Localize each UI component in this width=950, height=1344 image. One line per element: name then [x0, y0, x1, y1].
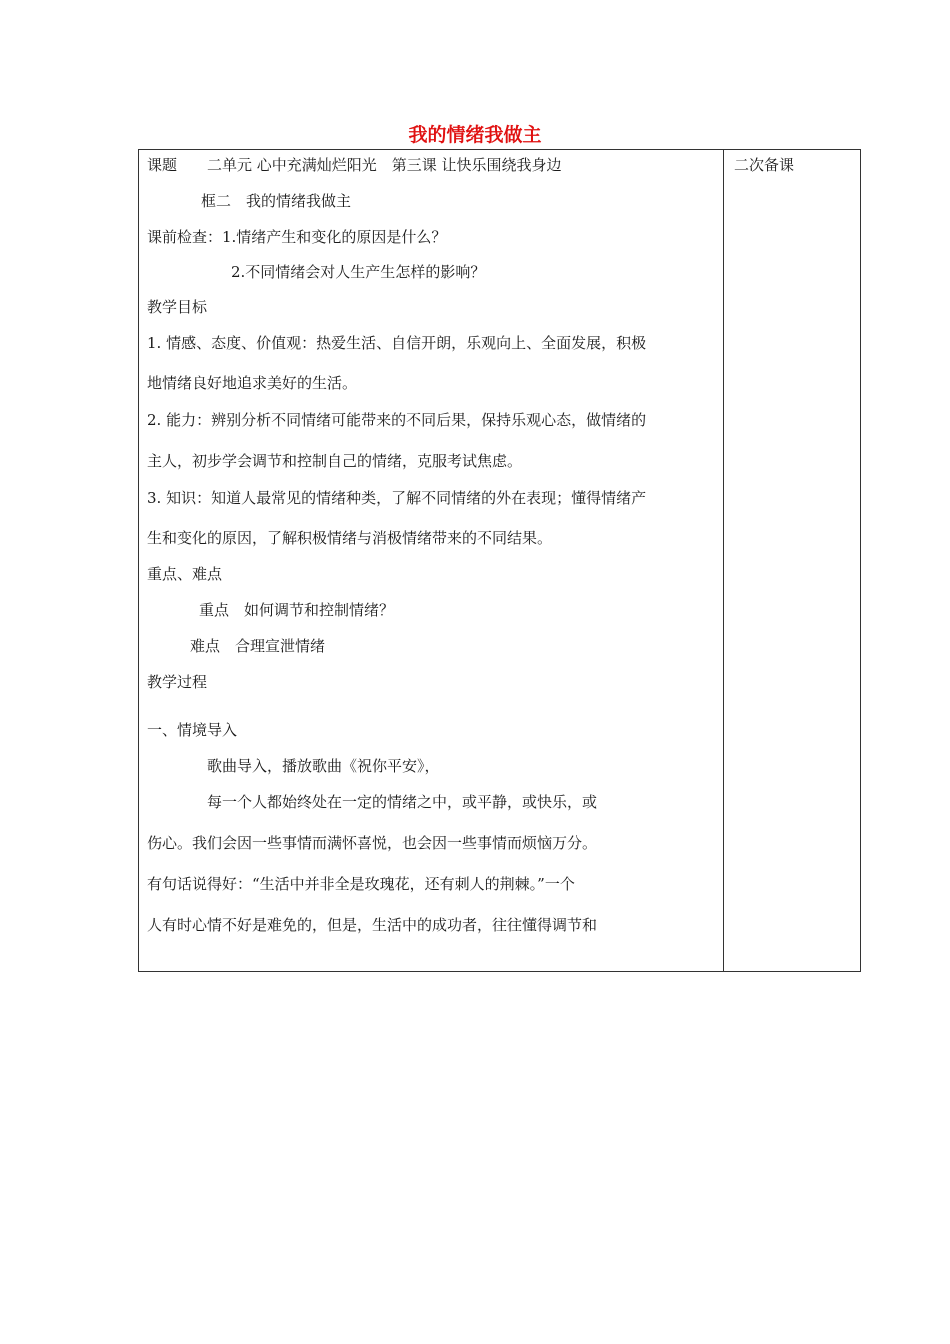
section-1-heading: 一、情境导入	[147, 721, 238, 739]
objective-2-line-2: 主人，初步学会调节和控制自己的情绪，克服考试焦虑。	[147, 452, 523, 470]
column-divider	[723, 150, 724, 971]
song-intro-line: 歌曲导入，播放歌曲《祝你平安》，	[207, 757, 440, 775]
topic-line: 课题 二单元 心中充满灿烂阳光 第三课 让快乐围绕我身边	[147, 156, 562, 174]
objectives-heading: 教学目标	[147, 298, 208, 316]
difficult-point-line: 难点 合理宣泄情绪	[190, 637, 326, 655]
precheck-question-2: 2.不同情绪会对人生产生怎样的影响？	[231, 263, 486, 281]
paragraph-1-line-1: 每一个人都始终处在一定的情绪之中，或平静，或快乐，或	[207, 793, 598, 811]
objective-2-line-1: 2. 能力：辨别分析不同情绪可能带来的不同后果，保持乐观心态，做情绪的	[147, 411, 647, 429]
process-heading: 教学过程	[147, 673, 208, 691]
key-point-line: 重点 如何调节和控制情绪？	[199, 601, 395, 619]
precheck-question-1: 课前检查：1.情绪产生和变化的原因是什么？	[147, 228, 447, 246]
paragraph-2-line-1: 有句话说得好：“生活中并非全是玫瑰花，还有刺人的荆棘。”一个	[147, 875, 575, 893]
objective-3-line-1: 3. 知识：知道人最常见的情绪种类，了解不同情绪的外在表现；懂得情绪产	[147, 489, 647, 507]
key-difficult-heading: 重点、难点	[147, 565, 223, 583]
objective-3-line-2: 生和变化的原因，了解积极情绪与消极情绪带来的不同结果。	[147, 529, 553, 547]
paragraph-1-line-2: 伤心。我们会因一些事情而满怀喜悦，也会因一些事情而烦恼万分。	[147, 834, 598, 852]
frame-line: 框二 我的情绪我做主	[201, 192, 352, 210]
objective-1-line-1: 1. 情感、态度、价值观：热爱生活、自信开朗，乐观向上、全面发展，积极	[147, 334, 647, 352]
document-title: 我的情绪我做主	[408, 124, 542, 146]
side-column-header: 二次备课	[734, 156, 795, 174]
objective-1-line-2: 地情绪良好地追求美好的生活。	[147, 374, 358, 392]
paragraph-2-line-2: 人有时心情不好是难免的，但是，生活中的成功者，往往懂得调节和	[147, 916, 598, 934]
lesson-plan-table	[138, 149, 861, 972]
